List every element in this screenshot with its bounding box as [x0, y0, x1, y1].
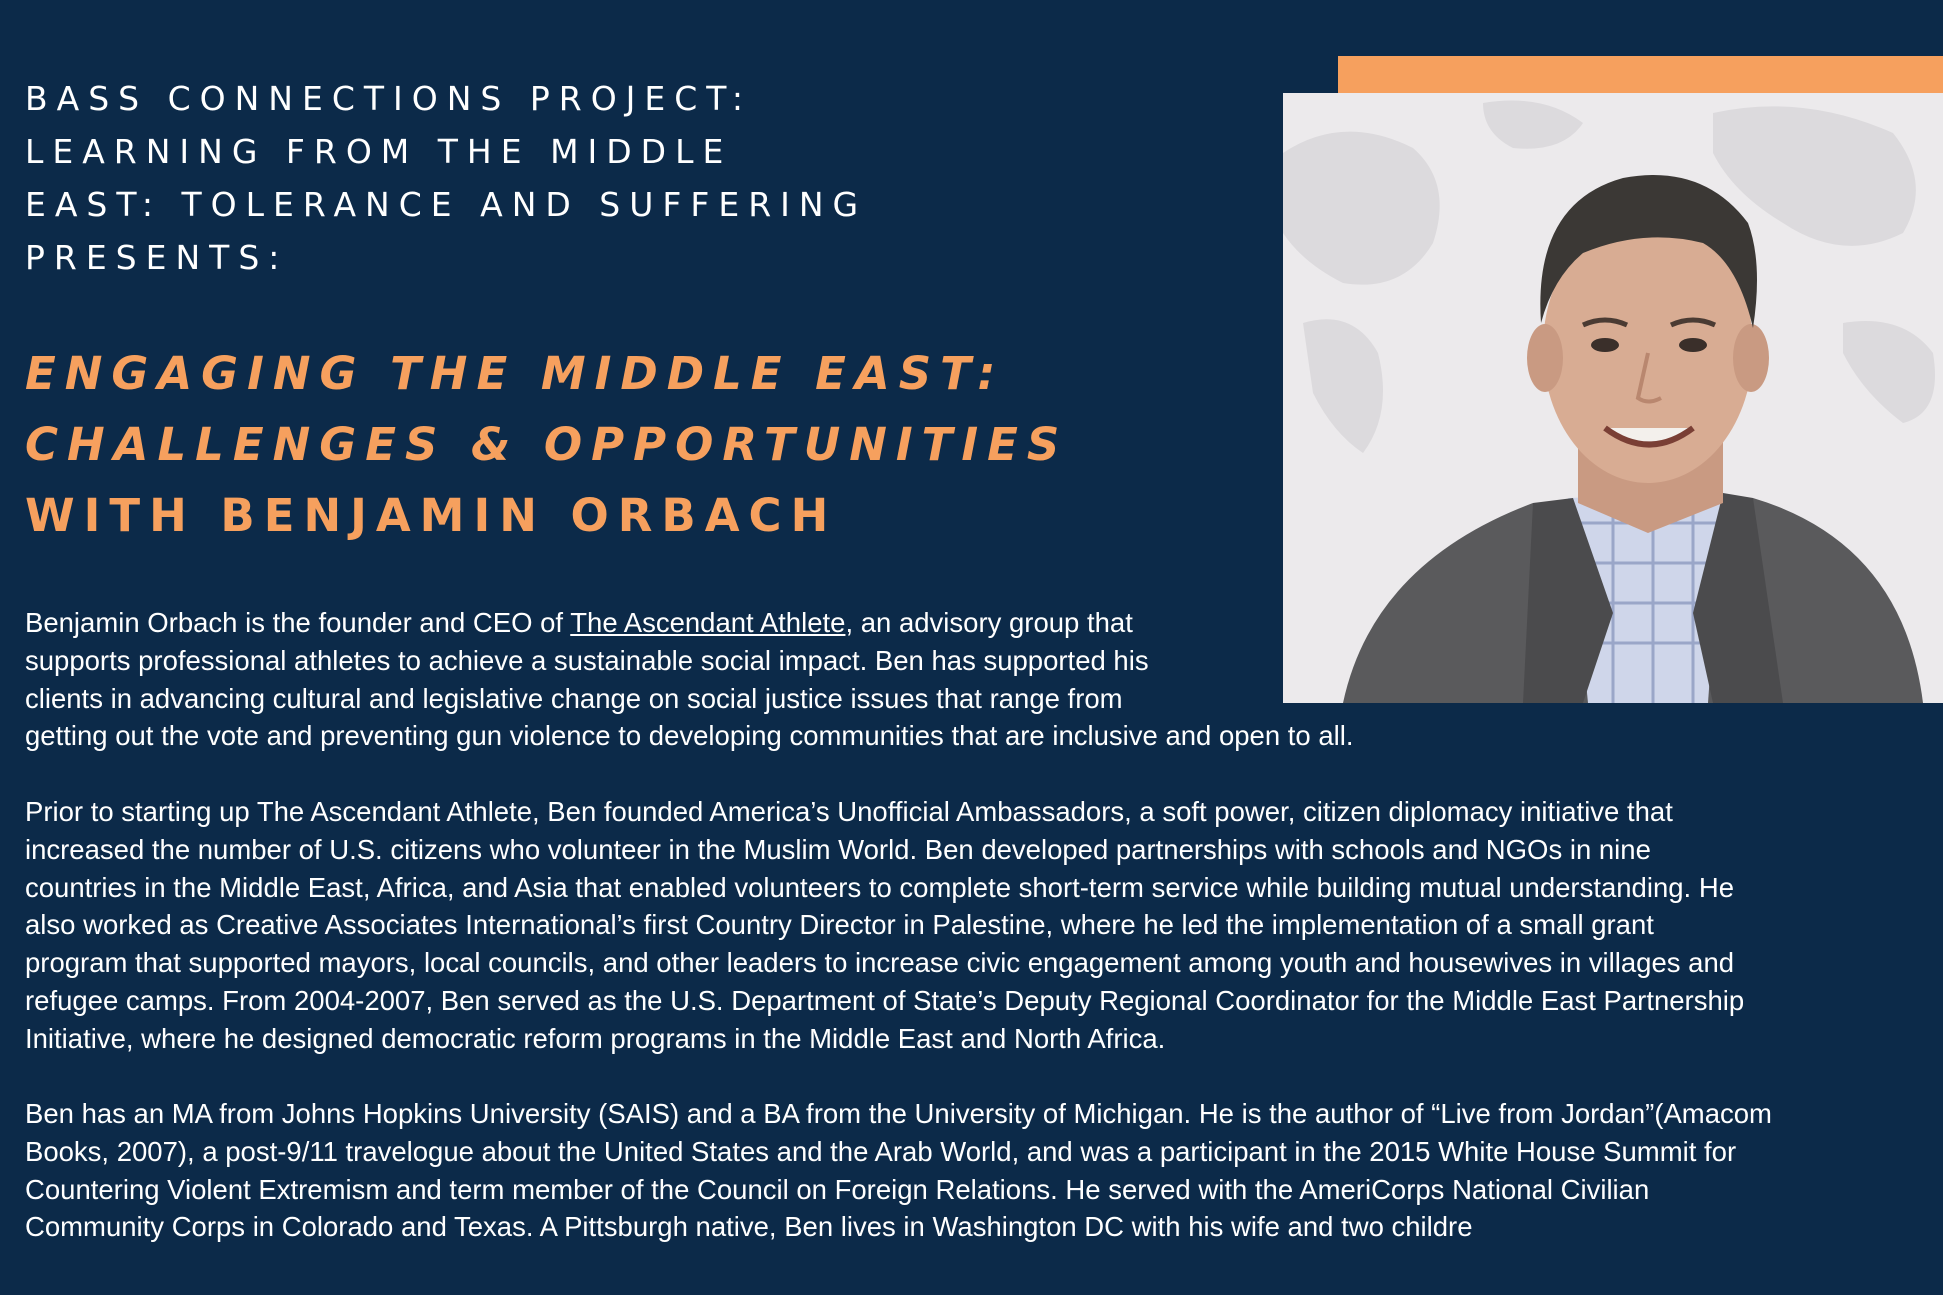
title-line: CHALLENGES & OPPORTUNITIES — [25, 418, 1069, 471]
bio-line: Countering Violent Extremism and term member of the Council on Foreign Relations. He served with the AmeriCorps National Civilian — [25, 1173, 1650, 1205]
bio-paragraph-2 — [25, 793, 1905, 1058]
bio-paragraph-1 — [25, 604, 1905, 755]
kicker — [25, 72, 945, 284]
kicker-line: BASS CONNECTIONS PROJECT: — [25, 79, 752, 118]
bio-line — [25, 604, 1905, 642]
bio-line: getting out the vote and preventing gun violence to developing communities that are inclusive and open to all. — [25, 720, 1354, 752]
bio-line: Books, 2007), a post-9/11 travelogue about the United States and the Arab World, and was a participant in the 2015 White House Summit for — [25, 1135, 1737, 1167]
title-line: WITH BENJAMIN ORBACH — [25, 489, 838, 542]
bio-line: Ben has an MA from Johns Hopkins University (SAIS) and a BA from the University of Michigan. He is the author of “Live from Jordan”(Amacom — [25, 1098, 1772, 1129]
event-title — [25, 338, 1205, 551]
bio-line: Prior to starting up The Ascendant Athlete, Ben founded America’s Unofficial Ambassadors, a soft power, citizen diplomacy initiative that — [25, 796, 1673, 827]
ascendant-athlete-link[interactable]: The Ascendant Athlete — [570, 607, 846, 638]
bio-text: Benjamin Orbach is the founder and CEO of — [25, 607, 571, 638]
bio-line: also worked as Creative Associates International’s first Country Director in Palestine, where he led the implementation of a small grant — [25, 909, 1654, 941]
bio-line: clients in advancing cultural and legislative change on social justice issues that range from — [25, 682, 1123, 714]
bio-text: , an advisory group that — [845, 607, 1133, 638]
bio-line: refugee camps. From 2004-2007, Ben served as the U.S. Department of State’s Deputy Regional Coordinator for the Middle East Partnership — [25, 984, 1745, 1016]
bio-line: increased the number of U.S. citizens who volunteer in the Muslim World. Ben developed partnerships with schools and NGOs in nine — [25, 833, 1651, 865]
bio-line: Community Corps in Colorado and Texas. A Pittsburgh native, Ben lives in Washington DC with his wife and two childre — [25, 1211, 1473, 1243]
bio-line: program that supported mayors, local councils, and other leaders to increase civic engagement among youth and housewives in villages and — [25, 947, 1735, 979]
bio-line: Initiative, where he designed democratic reform programs in the Middle East and North Africa. — [25, 1022, 1166, 1054]
kicker-line: LEARNING FROM THE MIDDLE — [25, 132, 733, 171]
kicker-line: EAST: TOLERANCE AND SUFFERING — [25, 185, 868, 224]
bio-line: countries in the Middle East, Africa, and Asia that enabled volunteers to complete short-term service while building mutual understanding. He — [25, 871, 1734, 903]
kicker-line: PRESENTS: — [25, 238, 289, 277]
title-line: ENGAGING THE MIDDLE EAST: — [25, 347, 1005, 400]
bio-line: supports professional athletes to achieve a sustainable social impact. Ben has supported his — [25, 644, 1149, 676]
bio-paragraph-3 — [25, 1095, 1905, 1246]
